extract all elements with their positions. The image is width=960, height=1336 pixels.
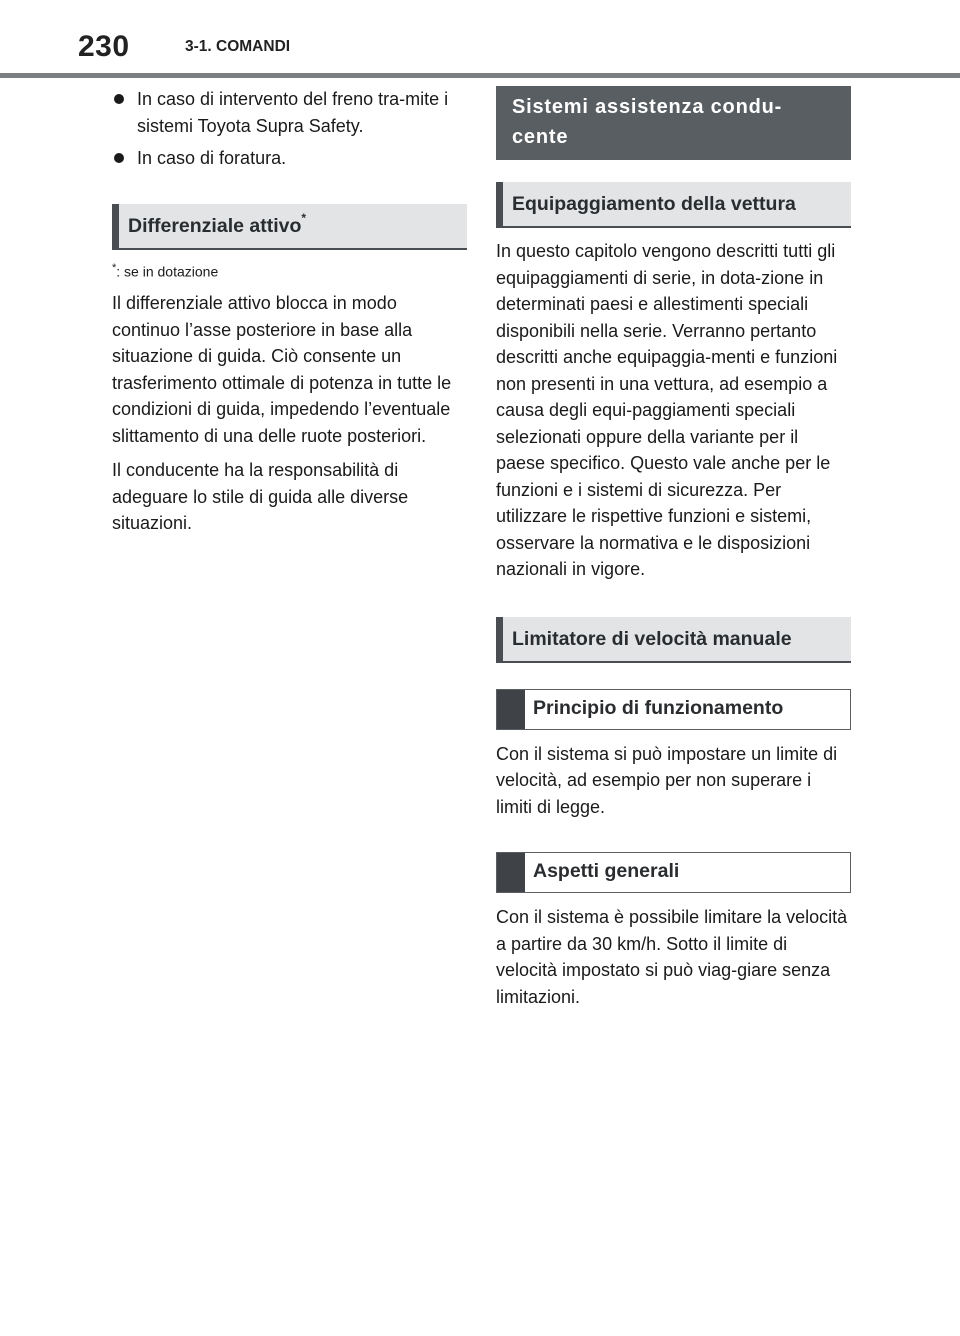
body-paragraph: Il differenziale attivo blocca in modo continuo l’asse posteriore in base alla situazione di guida. Ciò consente un trasferimento ottimale di potenza in tutte le condizioni di guida, impedendo l’eventuale slittamento di una delle ruote posteriori. xyxy=(112,293,452,446)
section-heading-text: Differenziale attivo xyxy=(128,214,302,237)
left-column xyxy=(112,86,467,545)
section-heading-differenziale xyxy=(112,204,467,250)
body-paragraph: Con il sistema si può impostare un limite di velocità, ad esempio per non superare i limiti di legge. xyxy=(496,743,838,817)
right-column xyxy=(496,86,851,1018)
chapter-label: 3-1. COMANDI xyxy=(185,38,291,55)
bullet-icon xyxy=(114,94,124,104)
subsection-heading-text: Principio di funzionamento xyxy=(533,696,784,719)
section-heading-equipaggiamento xyxy=(496,182,851,228)
body-paragraph: Con il sistema è possibile limitare la velocità a partire da 30 km/h. Sotto il limite di velocità impostato si può viag-giare senza limitazioni. xyxy=(496,907,848,1007)
list-item-text: In caso di foratura. xyxy=(137,148,287,168)
section-heading-limitatore xyxy=(496,617,851,663)
chapter-box: Sistemi assistenza condu-cente xyxy=(496,86,851,160)
list-item-text: In caso di intervento del freno tra-mite i sistemi Toyota Supra Safety. xyxy=(137,89,449,136)
section-heading-text: Limitatore di velocità manuale xyxy=(512,627,792,650)
page-header xyxy=(0,0,960,78)
bullet-icon xyxy=(114,153,124,163)
subsection-heading-aspetti xyxy=(496,852,851,893)
subsection-heading-principio xyxy=(496,689,851,730)
section-heading-marker: * xyxy=(301,210,307,225)
footnote-marker: * xyxy=(112,261,117,274)
heading-block xyxy=(497,690,525,729)
section-heading-text: Equipaggiamento della vettura xyxy=(512,193,796,215)
body-paragraph: Il conducente ha la responsabilità di adeguare lo stile di guida alle diverse situazioni. xyxy=(112,460,409,534)
list-item xyxy=(112,145,467,172)
header-rule xyxy=(0,73,960,78)
body-paragraph: In questo capitolo vengono descritti tutti gli equipaggiamenti di serie, in dota-zione in determinati paesi e allestimenti speciali disponibili nella serie. Verranno pertanto descritti anche equipaggia-menti e funzioni non presenti in una vettura, ad esempio a causa degli equi-paggiamenti speciali selezionati oppure della variante per il paese specifico. Questo vale anche per le funzioni e i sistemi di sicurezza. Per utilizzare le rispettive funzioni e sistemi, osservare la normativa e le disposizioni nazionali in vigore. xyxy=(496,241,838,579)
page-number: 230 xyxy=(78,30,130,63)
list-item xyxy=(112,86,467,139)
subsection-heading-text: Aspetti generali xyxy=(533,860,680,882)
footnote-text: : se in dotazione xyxy=(116,263,219,280)
footnote xyxy=(112,258,467,282)
heading-block xyxy=(497,853,525,892)
